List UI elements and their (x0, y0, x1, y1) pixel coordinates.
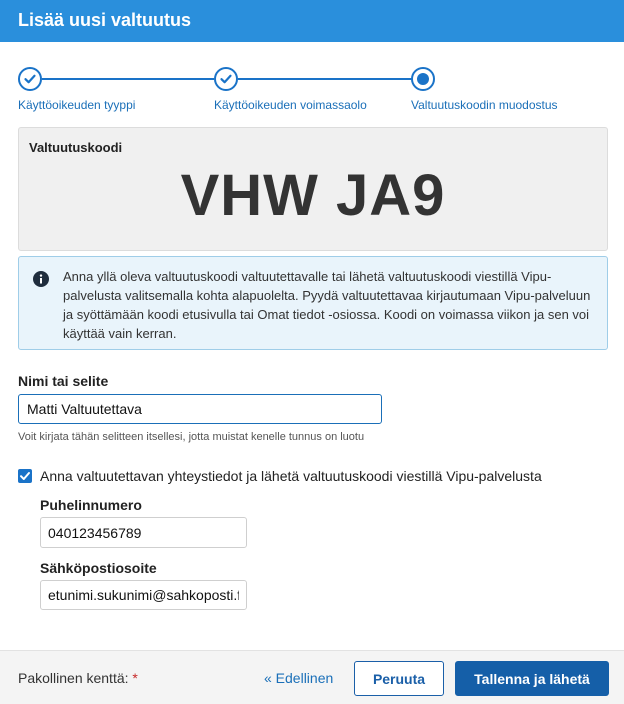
checkmark-icon (19, 470, 31, 482)
cancel-button[interactable]: Peruuta (354, 661, 444, 696)
authorization-code-label: Valtuutuskoodi (29, 140, 123, 155)
info-text: Anna yllä oleva valtuutuskoodi valtuutettavalle tai lähetä valtuutuskoodi viestillä Vipu-palvelusta valitsemalla kohta alapuolelta. Pyydä valtuutettavaa kirjautumaan Vipu-palveluun ja syöttämään koodi etusivulla tai Omat tiedot -osiossa. Koodi on voimassa viikon ja sen voi käyttää vain kerran. (63, 269, 591, 341)
step-1-label[interactable]: Käyttöoikeuden tyyppi (18, 98, 136, 112)
info-icon (33, 271, 49, 287)
dialog-title: Lisää uusi valtuutus (18, 10, 192, 30)
save-and-send-button[interactable]: Tallenna ja lähetä (455, 661, 609, 696)
send-code-checkbox-label[interactable]: Anna valtuutettavan yhteystiedot ja lähetä valtuutuskoodi viestillä Vipu-palvelusta (40, 468, 542, 484)
previous-link[interactable]: « Edellinen (264, 670, 334, 686)
phone-input[interactable] (40, 517, 247, 548)
email-input[interactable] (40, 580, 247, 610)
step-3-label: Valtuutuskoodin muodostus (411, 98, 558, 112)
name-field-label: Nimi tai selite (18, 373, 109, 389)
step-2-check-icon (214, 67, 238, 91)
dialog-header (0, 0, 624, 42)
authorization-code-value: VHW JA9 (180, 163, 446, 228)
step-1-check-icon (18, 67, 42, 91)
step-3-current-icon (411, 67, 435, 91)
info-notice (18, 256, 608, 350)
email-field-label: Sähköpostiosoite (40, 560, 157, 576)
authorization-code-panel (18, 127, 608, 251)
required-field-note (18, 670, 138, 686)
name-field-help: Voit kirjata tähän selitteen itsellesi, jotta muistat kenelle tunnus on luotu (18, 431, 365, 443)
stepper-connector (238, 78, 412, 80)
step-2-label[interactable]: Käyttöoikeuden voimassaolo (214, 98, 367, 112)
dialog-footer (0, 650, 624, 704)
required-marker: * (132, 670, 138, 686)
phone-field-label: Puhelinnumero (40, 497, 142, 513)
required-field-label: Pakollinen kenttä: (18, 670, 129, 686)
name-input[interactable] (18, 394, 382, 424)
stepper-connector (42, 78, 214, 80)
stepper (0, 42, 624, 122)
send-code-checkbox[interactable] (18, 469, 32, 483)
